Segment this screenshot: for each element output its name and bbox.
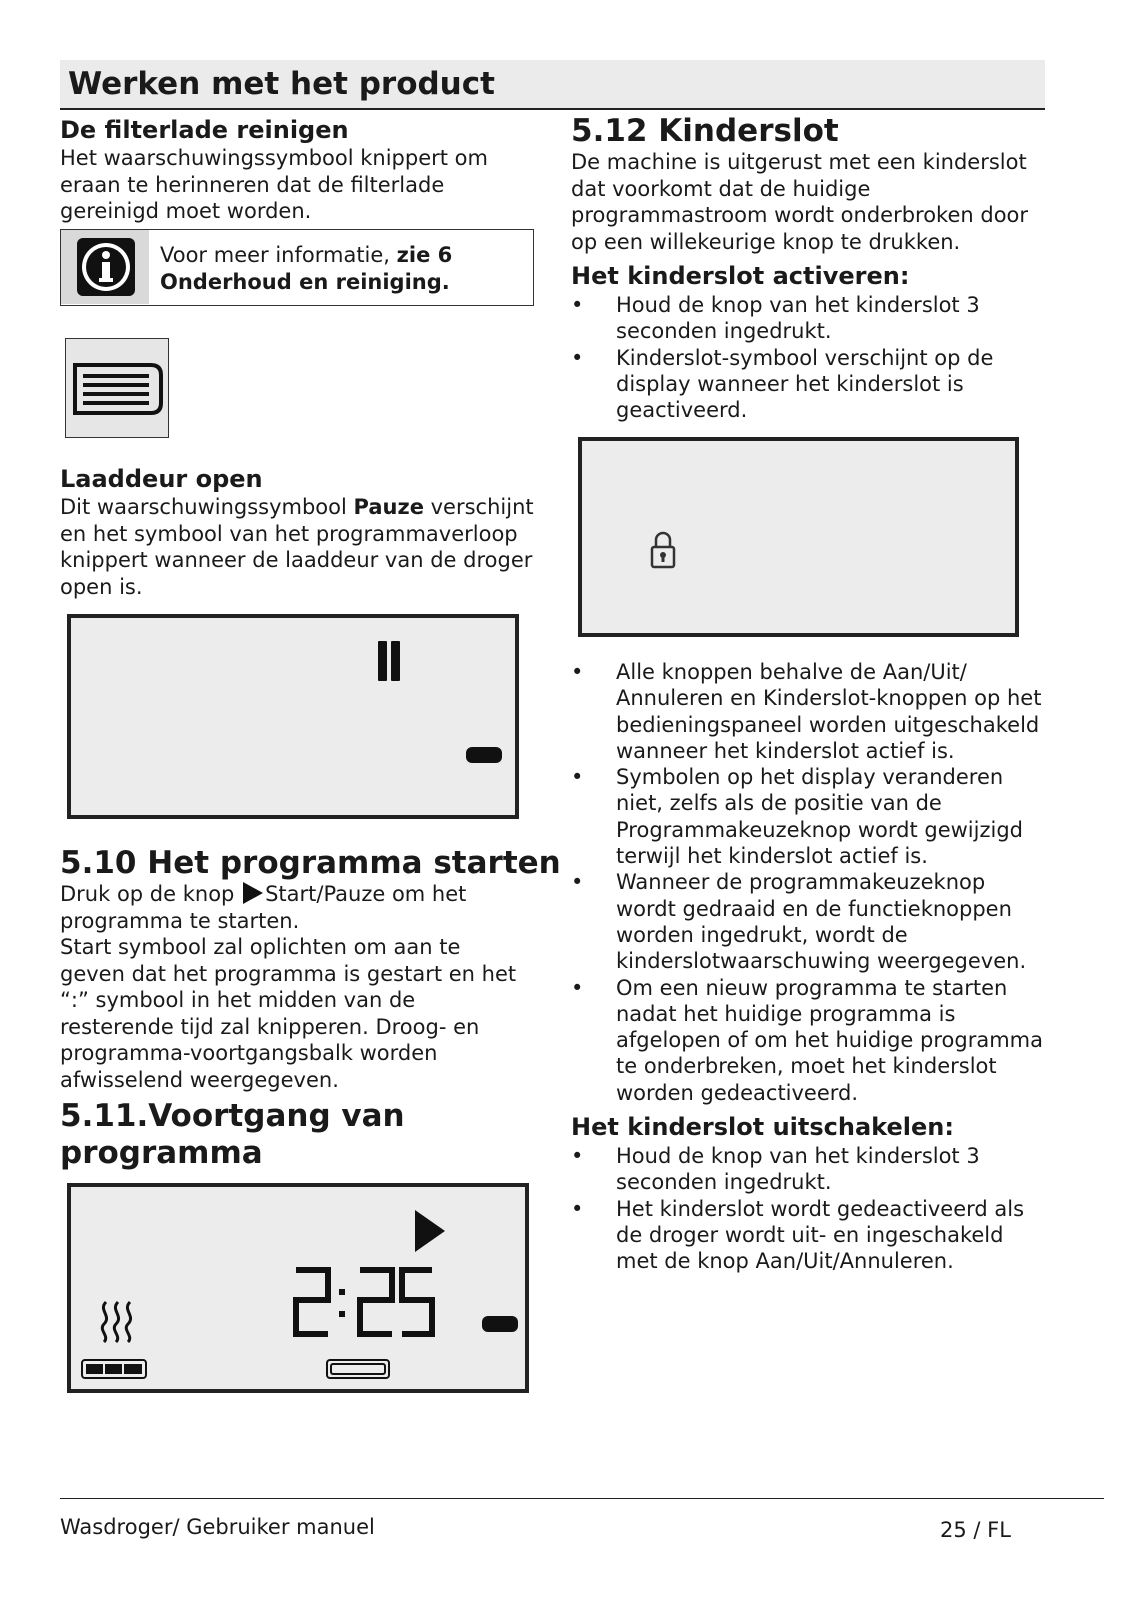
progress-heading-line1: 5.11.Voortgang van [60,1098,405,1134]
progress-heading-line2: programma [60,1135,263,1171]
list-item: • Houd de knop van het kinderslot 3 seconden ingedrukt. [571,1143,1026,1196]
section-title: Werken met het product [68,66,495,102]
start-text-c: Start symbool zal oplichten om aan te geven dat het programma is gestart en het “:” symbool in het midden van de resterende tijd zal knipperen. Droog- en programma-voortgangsbalk worden afwisselend weergegeven. [60,935,517,1092]
door-text [60,494,538,600]
page-number: 25 / FL [940,1518,1011,1542]
info-icon [75,236,137,298]
list-item: • Houd de knop van het kinderslot 3 seconden ingedrukt. [571,292,1011,345]
list-item: • Om een nieuw programma te starten nadat het huidige programma is afgelopen of om het huidige programma te onderbreken, moet het kinderslot worden gedeactiveerd. [571,975,1051,1106]
door-text-b: verschijnt en het symbool van het programmaverloop knippert wanneer de laaddeur van de droger open is. [60,495,534,599]
childlock-display [578,437,1019,637]
info-note-text [160,242,520,295]
progress-segment-icon-2 [480,1314,520,1334]
play-icon-inline [241,881,265,905]
start-text-b: Start/Pauze om het programma te starten. [60,882,467,933]
activate-heading: Het kinderslot activeren: [571,262,910,290]
start-heading: 5.10 Het programma starten [60,845,561,881]
pause-icon [375,640,405,682]
drying-bar-icon [80,1358,148,1380]
list-item: • Symbolen op het display veranderen niet, zelfs als de positie van de Programmakeuzeknop wordt gewijzigd terwijl het kinderslot actief is. [571,764,1051,869]
progress-heading [60,1098,405,1172]
door-text-bold: Pauze [353,495,424,519]
filter-text: Het waarschuwingssymbool knippert om eraan te herinneren dat de filterlade gereinigd moet worden. [60,146,488,223]
drying-heat-icon [96,1298,140,1346]
remaining-time-readout [286,1264,446,1344]
deactivate-heading: Het kinderslot uitschakelen: [571,1113,954,1141]
childlock-intro: De machine is uitgerust met een kinderslot dat voorkomt dat de huidige programmastroom wordt onderbroken door op een willekeurige knop te drukken. [571,150,1029,254]
program-bar-icon [325,1358,391,1380]
filter-symbol-icon [71,359,165,419]
childlock-notes-list [571,659,1051,1106]
deactivate-list [571,1143,1026,1274]
door-heading: Laaddeur open [60,465,263,493]
progress-segment-icon [464,745,504,765]
lock-icon [649,530,677,570]
door-text-a: Dit waarschuwingssymbool [60,495,354,519]
list-item: • Kinderslot-symbool verschijnt op de display wanneer het kinderslot is geactiveerd. [571,345,1011,424]
start-play-icon [412,1207,448,1255]
door-display [67,614,519,819]
list-item: • Alle knoppen behalve de Aan/Uit/ Annuleren en Kinderslot-knoppen op het bedieningspaneel worden uitgeschakeld wanneer het kinderslot actief is. [571,659,1051,764]
childlock-heading: 5.12 Kinderslot [571,113,839,149]
start-text [60,881,530,1093]
activate-list [571,292,1011,423]
list-item: • Wanneer de programmakeuzeknop wordt gedraaid en de functieknoppen worden ingedrukt, wordt de kinderslotwaarschuwing weergegeven. [571,869,1051,974]
info-note-link: zie 6 Onderhoud en reiniging. [160,243,453,294]
footer-divider [60,1498,1104,1499]
info-note-plain: Voor meer informatie, [160,243,397,267]
footer-manual-title: Wasdroger/ Gebruiker manuel [60,1515,375,1539]
start-text-a: Druk op de knop [60,882,242,906]
filter-heading: De filterlade reinigen [60,116,349,144]
list-item: • Het kinderslot wordt gedeactiveerd als de droger wordt uit- en ingeschakeld met de knop Aan/Uit/Annuleren. [571,1196,1026,1275]
